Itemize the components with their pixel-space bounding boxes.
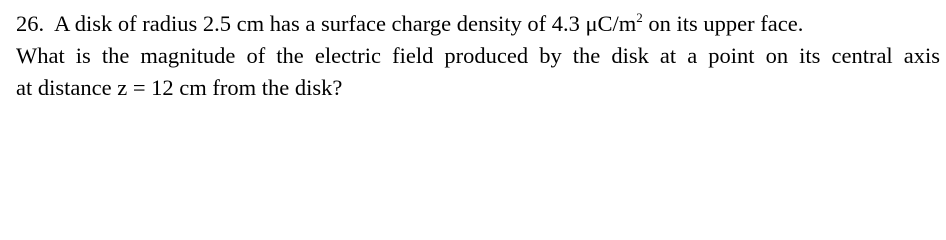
problem-text-line-2: What is the magnitude of the electric field produced by the disk at a point on its central axis xyxy=(16,43,940,68)
problem-26 xyxy=(16,8,940,104)
problem-line-1 xyxy=(16,8,940,40)
problem-text-line-1-end: on its upper face. xyxy=(642,11,804,36)
problem-text-line-3: at distance z = 12 cm from the disk? xyxy=(16,75,343,100)
problem-text-line-1: A disk of radius 2.5 cm has a surface charge density of 4.3 μC/m xyxy=(54,11,637,36)
unit-exponent: 2 xyxy=(636,10,643,25)
problem-number: 26. xyxy=(16,11,45,36)
